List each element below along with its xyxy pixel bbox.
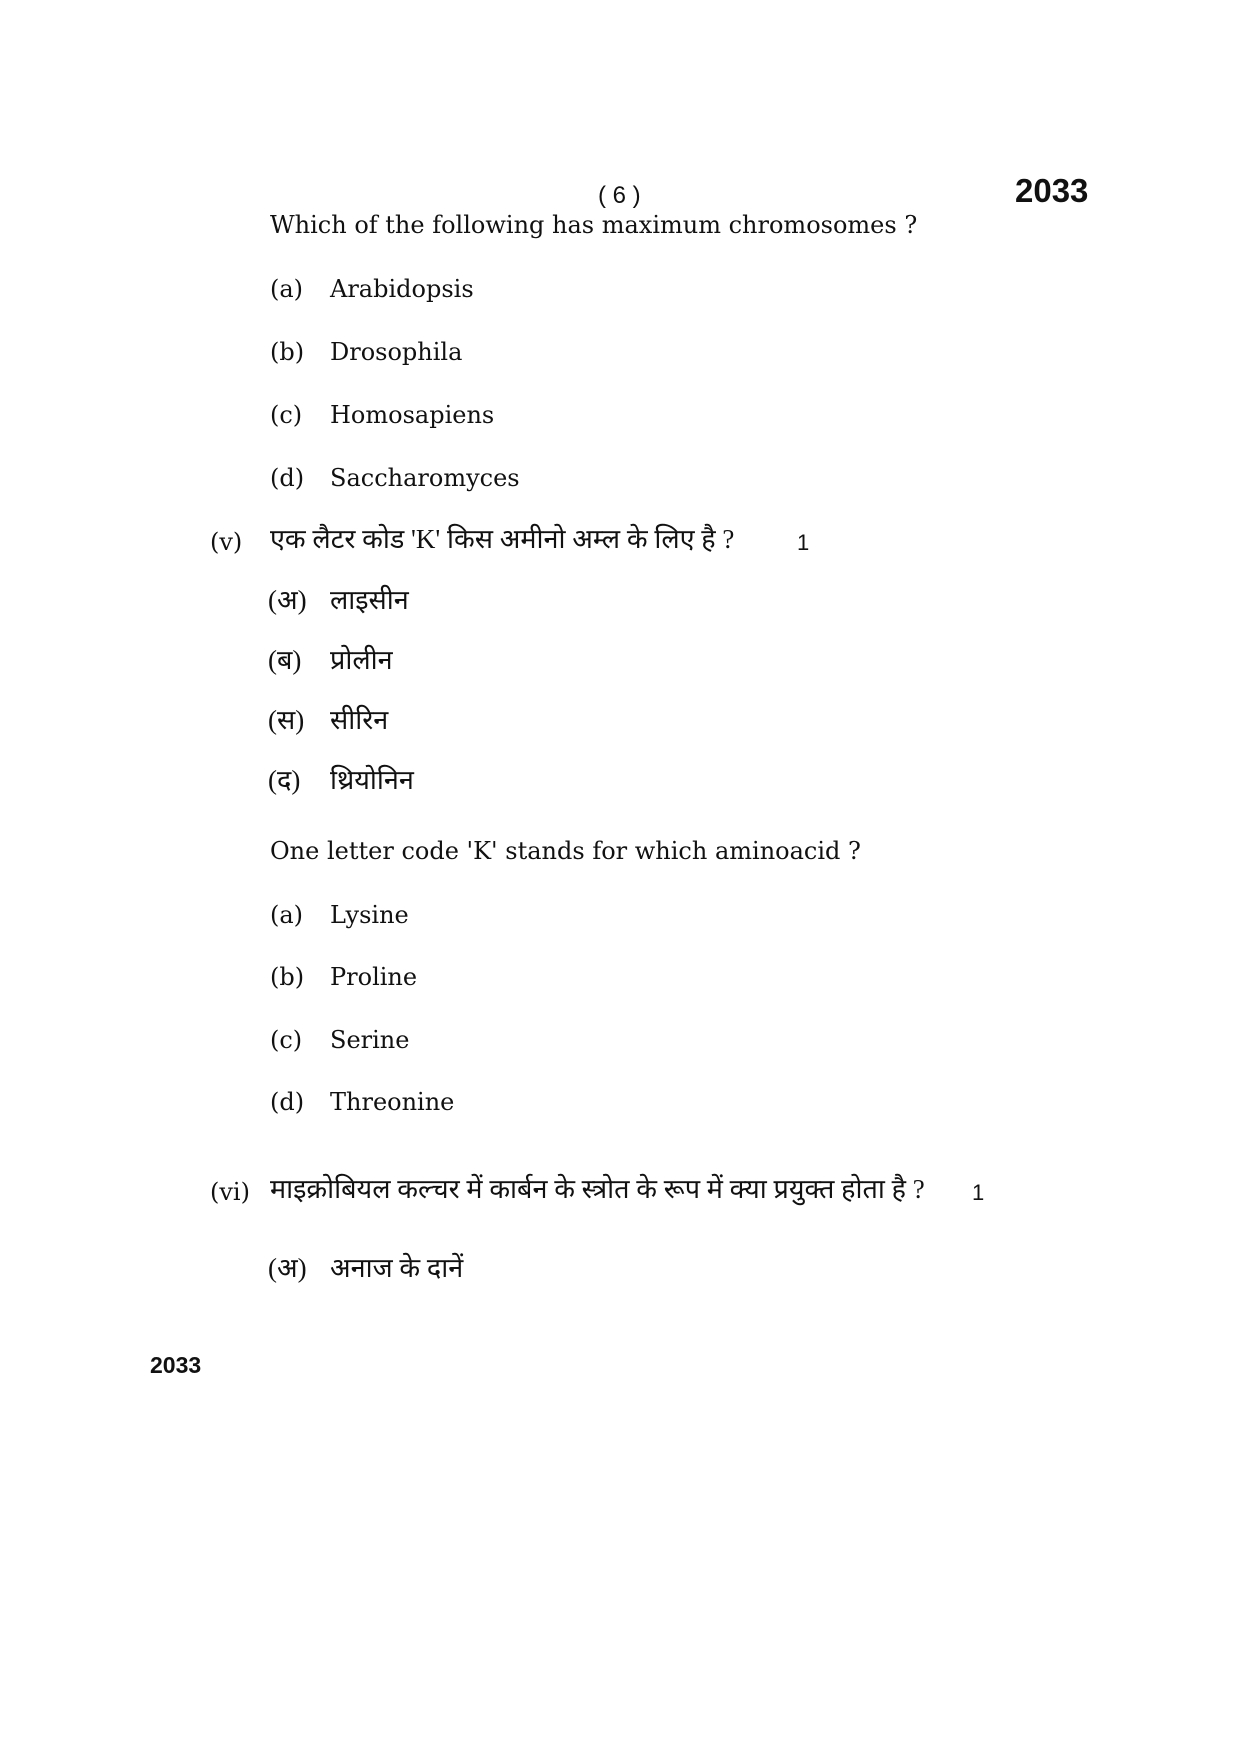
paper-code-header: 2033 — [1015, 172, 1089, 209]
option-text: Serine — [330, 1026, 410, 1054]
option-text: Proline — [330, 963, 418, 991]
option-label: (द) — [268, 765, 301, 795]
option-text: Homosapiens — [330, 401, 495, 429]
question-number: (vi) — [210, 1178, 250, 1206]
option-label: (d) — [270, 464, 305, 492]
option-text: Lysine — [330, 901, 409, 929]
question-marks: 1 — [972, 1180, 985, 1205]
option-label: (b) — [270, 338, 305, 366]
option-label: (c) — [270, 1026, 303, 1054]
question-iv-english-text: Which of the following has maximum chromosomes ? — [270, 211, 918, 239]
option-label: (a) — [270, 275, 304, 303]
option-label: (अ) — [268, 1253, 307, 1283]
question-v-english-text: One letter code 'K' stands for which aminoacid ? — [270, 837, 861, 865]
option-label: (d) — [270, 1088, 305, 1116]
question-marks: 1 — [797, 530, 810, 555]
option-text: लाइसीन — [330, 585, 409, 615]
option-label: (स) — [268, 705, 305, 735]
option-text: Arabidopsis — [330, 275, 474, 303]
option-label: (ब) — [268, 645, 302, 675]
option-label: (अ) — [268, 585, 307, 615]
paper-code-footer: 2033 — [150, 1352, 202, 1378]
option-text: अनाज के दानें — [330, 1253, 464, 1283]
option-text: Drosophila — [330, 338, 463, 366]
question-v-hindi-text: एक लैटर कोड 'K' किस अमीनो अम्ल के लिए है ? — [270, 524, 735, 554]
question-number: (v) — [210, 528, 243, 556]
option-text: प्रोलीन — [330, 645, 393, 675]
question-vi-hindi-text: माइक्रोबियल कल्चर में कार्बन के स्त्रोत के रूप में क्या प्रयुक्त होता है ? — [270, 1174, 925, 1204]
option-label: (b) — [270, 963, 305, 991]
option-label: (a) — [270, 901, 304, 929]
option-label: (c) — [270, 401, 303, 429]
option-text: थ्रियोनिन — [330, 765, 414, 795]
option-text: Saccharomyces — [330, 464, 520, 492]
option-text: सीरिन — [330, 705, 389, 735]
option-text: Threonine — [330, 1088, 455, 1116]
page-number: ( 6 ) — [598, 182, 641, 209]
